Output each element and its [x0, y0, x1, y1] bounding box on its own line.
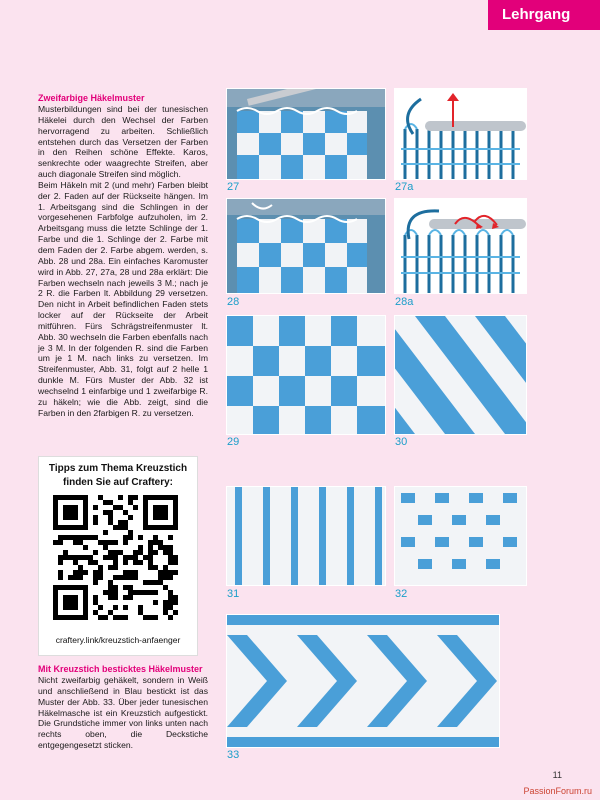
- caption-29: 29: [227, 436, 240, 448]
- photo-31: [226, 486, 386, 586]
- paragraph-kreuzstich: Nicht zweifarbig gehäkelt, sondern in Weiß und anschließend in Blau bestickt ist das Muster der Abb. 33. Über jeder tunesischen Häkelmasche ist ein Kreuzstich aufgestickt. Die Grundstiche immer von links unten nach rechts oben, die Deckstiche entgegengesetzt sticken.: [38, 675, 208, 751]
- caption-27: 27: [227, 181, 240, 193]
- tip-box: [38, 456, 198, 656]
- section-tab: Lehrgang: [488, 0, 600, 30]
- caption-28: 28: [227, 296, 240, 308]
- caption-28a: 28a: [395, 296, 414, 308]
- section-heading-2: Mit Kreuzstich besticktes Häkelmuster: [38, 664, 203, 674]
- photo-33: [226, 614, 500, 748]
- qr-code[interactable]: [53, 495, 183, 623]
- craftery-link[interactable]: craftery.link/kreuzstich-anfaenger: [55, 635, 181, 645]
- caption-33: 33: [227, 749, 240, 761]
- tip-title-line1: Tipps zum Thema Kreuzstich: [48, 463, 188, 474]
- photo-29: [226, 315, 386, 435]
- caption-32: 32: [395, 588, 408, 600]
- caption-27a: 27a: [395, 181, 414, 193]
- watermark: PassionForum.ru: [523, 786, 592, 796]
- caption-30: 30: [395, 436, 408, 448]
- section-kreuzstich: [38, 664, 208, 751]
- page-number: 11: [552, 770, 562, 780]
- photo-28: [226, 198, 386, 294]
- photo-30: [394, 315, 527, 435]
- caption-31: 31: [227, 588, 240, 600]
- paragraph-intro: Musterbildungen sind bei der tunesischen Häkelei durch den Wechsel der Farben hervorragend zu arbeiten. Schließlich entstehen durch das Versetzen der Farben in den Reihen schöne Effekte. Karos, senkrechte oder waagrechte Streifen, aber auch diagonale Streifen sind möglich.: [38, 104, 208, 180]
- section-heading: Zweifarbige Häkelmuster: [38, 93, 145, 103]
- tip-title-line2: finden Sie auf Craftery:: [62, 477, 174, 488]
- section-zweifarbige: [38, 93, 208, 418]
- illustration-27a: [394, 88, 527, 180]
- paragraph-instructions: Beim Häkeln mit 2 (und mehr) Farben bleibt der 2. Faden auf der Rückseite hängen. Im 1. Arbeitsgang sind die Schlingen in der vorgesehenen Farbfolge aufzuholen, im 2. Arbeitsgang muss die letzte Schlinge der 1. Farbe und die 1. Schlinge der 2. Farbe mit dem Faden der 2. Farbe abgem. werden, s. Abb. 28 und 28a. Ein einfaches Karomuster wird in Abb. 27, 27a, 28 und 28a erklärt: Die Farben wechseln nach jeweils 3 M.; nach je 2 R. die Farben lt. Abbildung 29 versetzen. Den nicht in Arbeit befindlichen Faden stets locker auf der Rückseite der Arbeit mitführen. Fürs Schrägstreifenmuster lt. Abb. 30 wechseln die Farben ebenfalls nach je 3 M. In der folgenden R. sind die Farben um je 1 M. nach links zu versetzen. Im Streifenmuster, Abb. 31, folgt auf 2 helle 1 dunkle M. Fürs Muster der Abb. 32 ist wechselnd 1 einfarbige und 1 zweifarbige R. zu häkeln; wie die Abb. zeigt, sind die Farben in den 2farbigen R. zu versetzen.: [38, 179, 208, 418]
- illustration-28a: [394, 198, 527, 294]
- photo-27: [226, 88, 386, 180]
- photo-32: [394, 486, 527, 586]
